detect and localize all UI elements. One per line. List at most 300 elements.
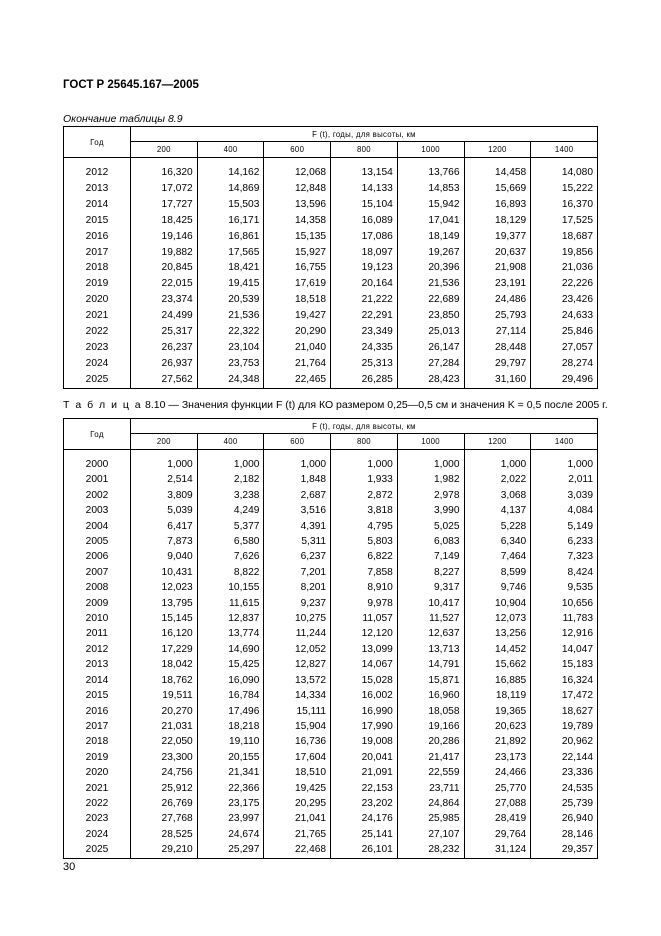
value-cell: 17,990 [331,719,398,734]
value-cell: 11,615 [197,596,264,611]
year-cell: 2017 [64,719,131,734]
value-cell: 12,073 [464,611,531,626]
value-cell: 18,097 [331,245,398,261]
table-row [64,503,598,518]
year-cell: 2023 [64,811,131,826]
value-cell: 17,727 [131,197,198,213]
value-cell: 8,599 [464,565,531,580]
value-cell: 21,536 [197,308,264,324]
value-cell: 17,472 [531,688,598,703]
year-cell: 2016 [64,704,131,719]
value-cell: 23,202 [331,796,398,811]
year-column-header: Год [64,419,131,450]
value-cell: 10,417 [397,596,464,611]
value-cell: 14,358 [264,213,331,229]
height-column-header: 800 [331,142,398,158]
value-cell: 20,295 [264,796,331,811]
value-cell: 2,022 [464,472,531,487]
value-cell: 17,619 [264,276,331,292]
table-row [64,372,598,388]
value-cell: 20,962 [531,734,598,749]
value-cell: 2,182 [197,472,264,487]
value-cell: 22,366 [197,781,264,796]
value-cell: 25,793 [464,308,531,324]
value-cell: 15,669 [464,181,531,197]
value-cell: 12,120 [331,626,398,641]
value-cell: 6,580 [197,534,264,549]
value-cell: 22,050 [131,734,198,749]
table-row [64,472,598,487]
year-cell: 2001 [64,472,131,487]
value-cell: 23,753 [197,356,264,372]
value-cell: 19,789 [531,719,598,734]
value-cell: 5,039 [131,503,198,518]
value-cell: 1,000 [264,457,331,472]
height-column-header: 200 [131,434,198,450]
table-row [64,596,598,611]
height-column-header: 1000 [397,434,464,450]
value-cell: 29,357 [531,842,598,858]
value-cell: 28,146 [531,827,598,842]
value-cell: 11,244 [264,626,331,641]
height-column-header: 1000 [397,142,464,158]
value-cell: 12,837 [197,611,264,626]
year-cell: 2015 [64,213,131,229]
value-cell: 29,210 [131,842,198,858]
table2-caption [63,399,608,411]
value-cell: 7,323 [531,549,598,564]
value-cell: 2,687 [264,488,331,503]
value-cell: 21,536 [397,276,464,292]
year-cell: 2019 [64,276,131,292]
value-cell: 23,711 [397,781,464,796]
height-column-header: 400 [197,434,264,450]
value-cell: 15,871 [397,673,464,688]
table2 [63,418,598,859]
value-cell: 20,041 [331,750,398,765]
year-cell: 2020 [64,765,131,780]
value-cell: 16,990 [331,704,398,719]
value-cell: 1,000 [197,457,264,472]
table-row [64,719,598,734]
year-cell: 2017 [64,245,131,261]
year-column-header: Год [64,127,131,158]
height-group-header: F (t), годы, для высоты, км [131,419,598,434]
value-cell: 23,104 [197,340,264,356]
value-cell: 21,892 [464,734,531,749]
value-cell: 14,690 [197,642,264,657]
value-cell: 21,764 [264,356,331,372]
year-cell: 2019 [64,750,131,765]
table-row [64,704,598,719]
table-row [64,245,598,261]
year-cell: 2025 [64,372,131,388]
table-row [64,260,598,276]
value-cell: 18,510 [264,765,331,780]
value-cell: 13,572 [264,673,331,688]
value-cell: 24,176 [331,811,398,826]
year-cell: 2000 [64,457,131,472]
value-cell: 16,171 [197,213,264,229]
value-cell: 2,514 [131,472,198,487]
value-cell: 1,933 [331,472,398,487]
value-cell: 3,818 [331,503,398,518]
value-cell: 11,057 [331,611,398,626]
value-cell: 19,856 [531,245,598,261]
value-cell: 24,756 [131,765,198,780]
year-cell: 2009 [64,596,131,611]
value-cell: 18,518 [264,292,331,308]
value-cell: 21,908 [464,260,531,276]
value-cell: 26,285 [331,372,398,388]
value-cell: 6,417 [131,519,198,534]
value-cell: 27,284 [397,356,464,372]
value-cell: 16,089 [331,213,398,229]
table-row [64,488,598,503]
value-cell: 13,099 [331,642,398,657]
value-cell: 8,227 [397,565,464,580]
value-cell: 24,633 [531,308,598,324]
value-cell: 9,317 [397,580,464,595]
value-cell: 1,000 [531,457,598,472]
value-cell: 27,057 [531,340,598,356]
value-cell: 25,297 [197,842,264,858]
value-cell: 17,604 [264,750,331,765]
table-row [64,642,598,657]
value-cell: 16,090 [197,673,264,688]
value-cell: 18,425 [131,213,198,229]
value-cell: 22,689 [397,292,464,308]
value-cell: 16,784 [197,688,264,703]
value-cell: 22,468 [264,842,331,858]
year-cell: 2013 [64,181,131,197]
value-cell: 21,417 [397,750,464,765]
value-cell: 14,334 [264,688,331,703]
height-column-header: 600 [264,434,331,450]
table-row [64,519,598,534]
year-cell: 2021 [64,781,131,796]
value-cell: 28,232 [397,842,464,858]
value-cell: 22,015 [131,276,198,292]
table-row [64,197,598,213]
value-cell: 16,755 [264,260,331,276]
value-cell: 19,377 [464,229,531,245]
table-row [64,657,598,672]
value-cell: 25,313 [331,356,398,372]
value-cell: 15,111 [264,704,331,719]
value-cell: 18,058 [397,704,464,719]
value-cell: 25,317 [131,324,198,340]
value-cell: 6,237 [264,549,331,564]
value-cell: 12,827 [264,657,331,672]
value-cell: 25,985 [397,811,464,826]
value-cell: 31,160 [464,372,531,388]
value-cell: 21,041 [264,811,331,826]
value-cell: 17,525 [531,213,598,229]
value-cell: 5,377 [197,519,264,534]
table2-body [64,450,598,859]
value-cell: 1,000 [464,457,531,472]
table-row [64,611,598,626]
year-cell: 2024 [64,356,131,372]
value-cell: 18,687 [531,229,598,245]
value-cell: 19,110 [197,734,264,749]
table-row [64,565,598,580]
value-cell: 16,960 [397,688,464,703]
value-cell: 15,222 [531,181,598,197]
height-column-header: 1400 [531,142,598,158]
value-cell: 16,885 [464,673,531,688]
year-cell: 2014 [64,197,131,213]
value-cell: 1,982 [397,472,464,487]
value-cell: 6,083 [397,534,464,549]
value-cell: 9,978 [331,596,398,611]
value-cell: 15,028 [331,673,398,688]
value-cell: 23,175 [197,796,264,811]
value-cell: 7,201 [264,565,331,580]
value-cell: 12,637 [397,626,464,641]
value-cell: 22,322 [197,324,264,340]
table-row [64,181,598,197]
value-cell: 5,228 [464,519,531,534]
year-cell: 2014 [64,673,131,688]
value-cell: 17,072 [131,181,198,197]
value-cell: 24,348 [197,372,264,388]
value-cell: 28,525 [131,827,198,842]
value-cell: 16,370 [531,197,598,213]
value-cell: 5,025 [397,519,464,534]
year-cell: 2004 [64,519,131,534]
table-row [64,165,598,181]
table-row [64,324,598,340]
value-cell: 26,237 [131,340,198,356]
table-row [64,750,598,765]
value-cell: 19,427 [264,308,331,324]
value-cell: 21,222 [331,292,398,308]
value-cell: 27,114 [464,324,531,340]
value-cell: 27,107 [397,827,464,842]
value-cell: 21,091 [331,765,398,780]
value-cell: 12,052 [264,642,331,657]
table-row [64,229,598,245]
value-cell: 20,164 [331,276,398,292]
value-cell: 24,499 [131,308,198,324]
table-row [64,549,598,564]
year-cell: 2006 [64,549,131,564]
value-cell: 15,904 [264,719,331,734]
value-cell: 12,916 [531,626,598,641]
value-cell: 25,141 [331,827,398,842]
table2-caption-label: Т а б л и ц а [63,399,143,411]
year-cell: 2016 [64,229,131,245]
value-cell: 20,637 [464,245,531,261]
year-cell: 2011 [64,626,131,641]
height-columns-row [64,142,598,158]
value-cell: 23,191 [464,276,531,292]
value-cell: 20,286 [397,734,464,749]
value-cell: 5,803 [331,534,398,549]
table-row [64,626,598,641]
value-cell: 4,249 [197,503,264,518]
table-row [64,213,598,229]
value-cell: 18,129 [464,213,531,229]
value-cell: 2,011 [531,472,598,487]
value-cell: 24,466 [464,765,531,780]
value-cell: 17,229 [131,642,198,657]
value-cell: 28,448 [464,340,531,356]
value-cell: 4,391 [264,519,331,534]
year-cell: 2018 [64,260,131,276]
value-cell: 22,144 [531,750,598,765]
value-cell: 2,872 [331,488,398,503]
year-cell: 2012 [64,642,131,657]
value-cell: 19,166 [397,719,464,734]
height-column-header: 800 [331,434,398,450]
value-cell: 16,002 [331,688,398,703]
value-cell: 13,774 [197,626,264,641]
height-column-header: 1200 [464,434,531,450]
value-cell: 10,155 [197,580,264,595]
value-cell: 22,226 [531,276,598,292]
value-cell: 22,291 [331,308,398,324]
value-cell: 5,149 [531,519,598,534]
value-cell: 27,768 [131,811,198,826]
value-cell: 13,713 [397,642,464,657]
value-cell: 20,290 [264,324,331,340]
value-cell: 18,149 [397,229,464,245]
value-cell: 4,084 [531,503,598,518]
value-cell: 26,937 [131,356,198,372]
value-cell: 19,146 [131,229,198,245]
value-cell: 18,042 [131,657,198,672]
value-cell: 3,516 [264,503,331,518]
value-cell: 28,423 [397,372,464,388]
table-row [64,292,598,308]
table-row [64,811,598,826]
year-cell: 2022 [64,324,131,340]
table1-caption: Окончание таблицы 8.9 [63,113,183,125]
table-row [64,340,598,356]
table-row [64,276,598,292]
value-cell: 13,596 [264,197,331,213]
value-cell: 11,527 [397,611,464,626]
value-cell: 29,764 [464,827,531,842]
value-cell: 12,848 [264,181,331,197]
value-cell: 22,559 [397,765,464,780]
value-cell: 8,424 [531,565,598,580]
height-column-header: 400 [197,142,264,158]
value-cell: 6,822 [331,549,398,564]
value-cell: 3,039 [531,488,598,503]
value-cell: 15,135 [264,229,331,245]
table-row [64,308,598,324]
value-cell: 29,496 [531,372,598,388]
value-cell: 3,990 [397,503,464,518]
value-cell: 15,183 [531,657,598,672]
year-cell: 2022 [64,796,131,811]
height-column-header: 600 [264,142,331,158]
value-cell: 25,846 [531,324,598,340]
value-cell: 28,274 [531,356,598,372]
value-cell: 1,848 [264,472,331,487]
value-cell: 14,452 [464,642,531,657]
value-cell: 14,067 [331,657,398,672]
value-cell: 21,765 [264,827,331,842]
table-row [64,457,598,472]
value-cell: 17,086 [331,229,398,245]
value-cell: 7,149 [397,549,464,564]
year-cell: 2003 [64,503,131,518]
value-cell: 27,088 [464,796,531,811]
year-cell: 2020 [64,292,131,308]
value-cell: 9,746 [464,580,531,595]
value-cell: 16,324 [531,673,598,688]
value-cell: 28,419 [464,811,531,826]
height-group-header: F (t), годы, для высоты, км [131,127,598,142]
value-cell: 26,101 [331,842,398,858]
value-cell: 10,275 [264,611,331,626]
value-cell: 14,162 [197,165,264,181]
value-cell: 19,365 [464,704,531,719]
value-cell: 18,218 [197,719,264,734]
table-row [64,356,598,372]
value-cell: 26,769 [131,796,198,811]
document-header: ГОСТ Р 25645.167—2005 [63,79,199,91]
value-cell: 7,873 [131,534,198,549]
value-cell: 20,155 [197,750,264,765]
value-cell: 13,256 [464,626,531,641]
year-cell: 2021 [64,308,131,324]
value-cell: 27,562 [131,372,198,388]
value-cell: 29,797 [464,356,531,372]
value-cell: 9,040 [131,549,198,564]
value-cell: 16,736 [264,734,331,749]
year-cell: 2008 [64,580,131,595]
value-cell: 16,120 [131,626,198,641]
value-cell: 19,267 [397,245,464,261]
value-cell: 26,940 [531,811,598,826]
value-cell: 14,869 [197,181,264,197]
value-cell: 14,047 [531,642,598,657]
value-cell: 25,013 [397,324,464,340]
value-cell: 19,008 [331,734,398,749]
value-cell: 23,997 [197,811,264,826]
year-cell: 2018 [64,734,131,749]
value-cell: 13,795 [131,596,198,611]
table-row [64,827,598,842]
value-cell: 5,311 [264,534,331,549]
value-cell: 9,535 [531,580,598,595]
value-cell: 18,421 [197,260,264,276]
year-cell: 2025 [64,842,131,858]
value-cell: 9,237 [264,596,331,611]
value-cell: 17,496 [197,704,264,719]
value-cell: 6,233 [531,534,598,549]
value-cell: 6,340 [464,534,531,549]
value-cell: 15,927 [264,245,331,261]
height-column-header: 1200 [464,142,531,158]
value-cell: 16,861 [197,229,264,245]
value-cell: 19,415 [197,276,264,292]
value-cell: 23,850 [397,308,464,324]
value-cell: 18,119 [464,688,531,703]
value-cell: 4,137 [464,503,531,518]
value-cell: 15,942 [397,197,464,213]
value-cell: 16,320 [131,165,198,181]
value-cell: 8,822 [197,565,264,580]
value-cell: 24,864 [397,796,464,811]
table-row [64,842,598,858]
